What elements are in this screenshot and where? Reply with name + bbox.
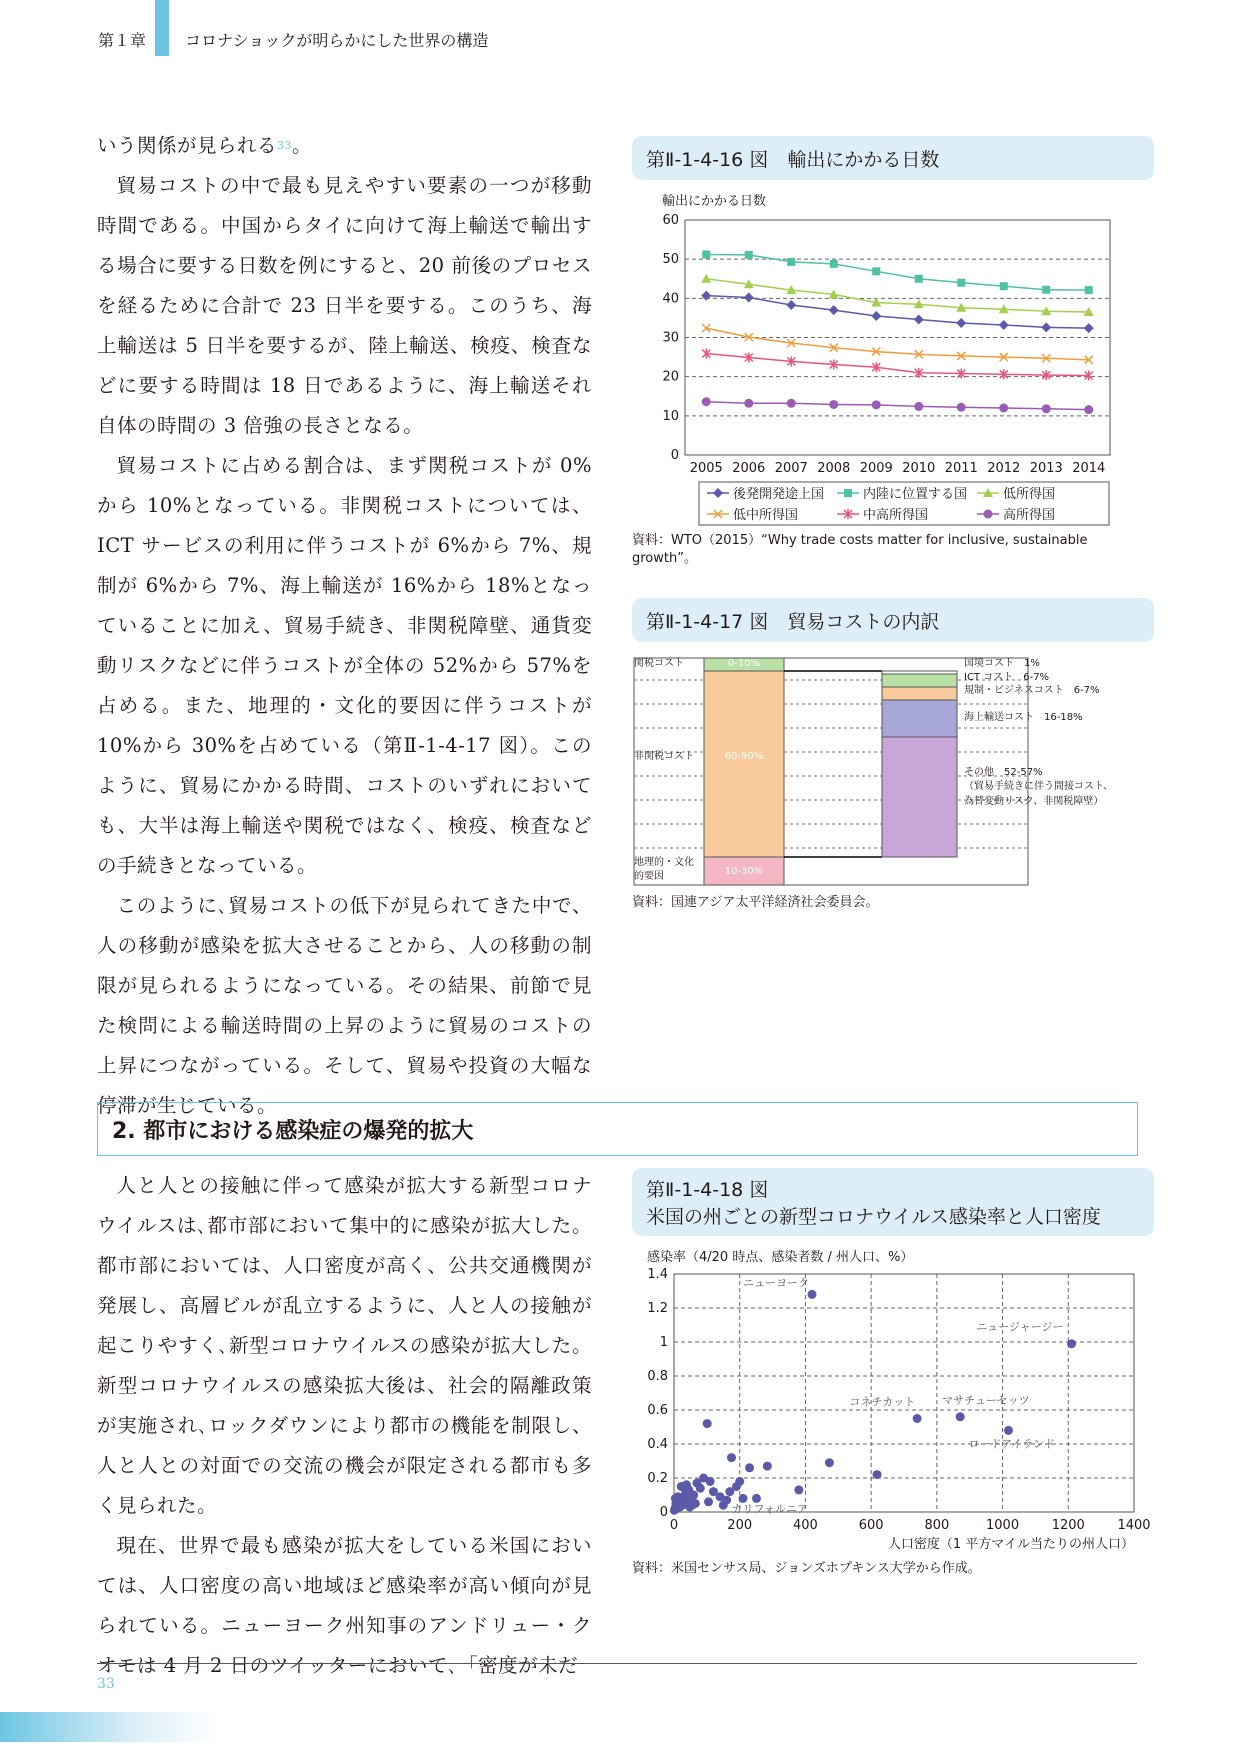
figure-18-annotation: ニュージャージー	[976, 1320, 1064, 1334]
footnote-33	[97, 1676, 131, 1692]
footnote-rule	[97, 1663, 1137, 1664]
figure-17-source: 資料：国連アジア太平洋経済社会委員会。	[632, 895, 879, 910]
figure-18-xtick: 0	[669, 1518, 679, 1533]
figure-18-xtick: 1200	[1051, 1518, 1085, 1533]
figure-16-xtick: 2005	[689, 461, 723, 476]
figure-16-point	[1042, 286, 1050, 294]
figure-18-chart	[632, 1242, 1151, 1556]
figure-18-title-line-2: 米国の州ごとの新型コロナウイルス感染率と人口密度	[646, 1206, 1101, 1228]
figure-16-point	[957, 279, 965, 287]
figure-18-annotation: マサチューセッツ	[942, 1393, 1030, 1407]
chapter-title: コロナショックが明らかにした世界の構造	[185, 31, 489, 50]
figure-16-xtick: 2009	[859, 461, 893, 476]
figure-16-series-line	[706, 328, 1089, 360]
figure-16-point	[1084, 323, 1094, 333]
figure-18-point	[704, 1497, 713, 1506]
figure-16-ytick: 10	[662, 408, 679, 424]
bar-label-nontariff: 60-90%	[724, 751, 764, 762]
figure-18-point	[752, 1494, 761, 1503]
figure-18-ytick: 0.8	[647, 1369, 668, 1384]
figure-16-point	[702, 397, 711, 406]
right-label-sea: 海上輸送コスト 16-18%	[964, 712, 1083, 723]
figure-18-point	[956, 1412, 965, 1421]
figure-18-point	[727, 1453, 736, 1462]
figure-18-point	[670, 1506, 679, 1515]
figure-16-point	[1041, 322, 1051, 332]
left-label-geo-1: 地理的・文化	[634, 857, 694, 868]
figure-18-annotations	[731, 1276, 1063, 1515]
right-label-other: その他 52-57%	[964, 767, 1043, 778]
section-2-text	[97, 1166, 592, 1686]
left-label-nontariff: 非関税コスト	[634, 751, 694, 762]
figure-16-point	[956, 318, 966, 328]
figure-18-ytick: 0.2	[647, 1471, 668, 1486]
figure-18-xtick: 400	[793, 1518, 818, 1533]
figure-16-legend-item	[837, 486, 967, 502]
left-label-tariff: 関税コスト	[634, 658, 684, 669]
figure-16-point	[914, 402, 923, 411]
figure-16-xtick: 2008	[817, 461, 851, 476]
figure-16-point	[1085, 286, 1093, 294]
section-2-paragraph-2: 現在、世界で最も感染が拡大をしている米国においては、人口密度の高い地域ほど感染率が高い傾向が見られている。ニューヨーク州知事のアンドリュー・クオモは 4 月 2 日のツイッターにおいて､「密度が未だ	[97, 1534, 592, 1677]
figure-16-xtick: 2007	[774, 461, 808, 476]
figure-18-ytick: 0	[659, 1505, 668, 1520]
figure-16-point	[914, 314, 924, 324]
figure-16-point	[713, 488, 723, 498]
figure-18-point	[808, 1290, 817, 1299]
right-label-other-note-2: 為替変動リスク、非関税障壁）	[964, 796, 1104, 807]
figure-18-xtick: 1400	[1117, 1518, 1151, 1533]
figure-16-point	[744, 293, 754, 303]
figure-16-point	[999, 404, 1008, 413]
figure-16-point	[744, 399, 753, 408]
figure-18-xlabel: 人口密度（1 平方マイル当たりの州人口）	[887, 1537, 1134, 1552]
footnote-ref[interactable]: 33	[277, 139, 293, 152]
figure-16-series-triangle	[701, 274, 1094, 316]
figure-18-title-line-1: 第Ⅱ-1-4-18 図	[646, 1179, 769, 1201]
figure-16-point	[786, 300, 796, 310]
section-2-title: 2. 都市における感染症の爆発的拡大	[112, 1119, 474, 1144]
figure-18-point	[703, 1419, 712, 1428]
bar-label-tariff: 0-10%	[727, 658, 761, 669]
footnote-number: 33	[97, 1676, 115, 1692]
figure-16-ytick: 60	[662, 213, 679, 228]
figure-18-point	[671, 1494, 680, 1503]
figure-18-annotation: コネチカット	[849, 1395, 916, 1409]
paragraph-1-end: 。	[292, 134, 313, 157]
ict-cost-bar	[882, 674, 957, 687]
sea-transport-cost-bar	[882, 700, 957, 737]
figure-16-point	[872, 400, 881, 409]
figure-16-ytick: 40	[662, 291, 679, 307]
figure-16-point	[984, 510, 993, 519]
figure-16-legend-label: 低中所得国	[733, 508, 799, 523]
figure-18-annotation: ニューヨーク	[743, 1276, 809, 1290]
figure-17-title-text: 第Ⅱ-1-4-17 図 貿易コストの内訳	[646, 610, 940, 633]
right-label-other-note-1: （貿易手続きに伴う間接コスト、	[964, 781, 1114, 792]
figure-16-title-text: 第Ⅱ-1-4-16 図 輸出にかかる日数	[646, 148, 940, 171]
figure-16-ytick: 0	[670, 448, 679, 463]
figure-16-ytick: 50	[662, 252, 679, 268]
figure-16-point	[915, 275, 923, 283]
figure-18-point	[745, 1463, 754, 1472]
figure-18-xtick: 200	[727, 1518, 753, 1533]
column-1-text	[97, 126, 592, 1126]
figure-16-point	[829, 305, 839, 315]
figure-16-point	[957, 403, 966, 412]
figure-16-source: 資料：WTO（2015）“Why trade costs matter for inclusive, sustainable growth”。	[632, 533, 1088, 566]
figure-18-point	[719, 1501, 728, 1510]
right-label-ict: ICT コスト 6-7%	[964, 672, 1050, 683]
figure-16-series-line	[706, 279, 1089, 312]
figure-18-point	[913, 1414, 922, 1423]
figure-16-legend-item	[707, 507, 798, 523]
header-accent-bar	[155, 0, 169, 56]
right-label-border: 国境コスト 1%	[964, 658, 1040, 669]
figure-18-point	[1067, 1339, 1076, 1348]
figure-18-ytick: 1.2	[647, 1301, 668, 1316]
figure-16-legend-label: 低所得国	[1003, 487, 1056, 502]
figure-16-series	[701, 250, 1094, 414]
figure-16-chart	[632, 186, 1142, 528]
figure-18-point	[725, 1487, 734, 1496]
paragraph-2: 貿易コストの中で最も見えやすい要素の一つが移動時間である。中国からタイに向けて海上輸送で輸出する場合に要する日数を例にすると、20 前後のプロセスを経るために合計で 23 日半を要する。このうち、海上輸送は 5 日半を要するが、陸上輸送、検疫、検査などに要する時間は 18 日であるように、海上輸送それ自体の時間の 3 倍強の長さとなる。	[97, 174, 592, 437]
figure-18-annotation: カリフォルニア	[731, 1502, 808, 1516]
figure-18-title	[632, 1168, 1154, 1236]
figure-18-point	[794, 1485, 803, 1494]
paragraph-1-text: いう関係が見られる	[97, 134, 278, 157]
figure-16-point	[1042, 404, 1051, 413]
figure-16-series-line	[706, 354, 1089, 376]
regulation-cost-bar	[882, 687, 957, 700]
figure-16-legend-label: 高所得国	[1003, 508, 1056, 523]
figure-18-ytick: 0.6	[647, 1403, 668, 1418]
figure-16-legend	[707, 486, 1055, 523]
figure-16-ylabel: 輸出にかかる日数	[662, 194, 767, 209]
figure-18-plot-area	[674, 1274, 1134, 1512]
figure-16-series-square	[702, 250, 1093, 294]
figure-16-title	[632, 136, 1154, 180]
figure-16-point	[745, 251, 753, 259]
figure-18-point	[825, 1458, 834, 1467]
figure-18-point	[763, 1462, 772, 1471]
figure-17-chart	[632, 650, 1142, 890]
figure-18-xtick: 800	[924, 1518, 950, 1533]
figure-16-point	[844, 489, 852, 497]
figure-18-point	[1004, 1426, 1013, 1435]
figure-18-ytick: 1.4	[647, 1267, 668, 1282]
figure-16-point	[701, 274, 711, 283]
figure-16-series-line	[706, 402, 1089, 410]
figure-16-xtick: 2006	[732, 461, 766, 476]
section-2-paragraph-1: 人と人との接触に伴って感染が拡大する新型コロナウイルスは､都市部において集中的に感染が拡大した。都市部においては、人口密度が高く、公共交通機関が発展し、高層ビルが乱立するように、人と人の接触が起こりやすく､新型コロナウイルスの感染が拡大した。新型コロナウイルスの感染拡大後は、社会的隔離政策が実施され､ロックダウンにより都市の機能を制限し、人と人との対面での交流の機会が限定される都市も多く見られた。	[97, 1174, 592, 1517]
figure-16-point	[702, 250, 710, 258]
left-label-geo-2: 的要因	[634, 871, 664, 882]
figure-16-legend-item	[977, 507, 1055, 523]
figure-16-series-diamond	[701, 291, 1094, 334]
figure-16-point	[872, 267, 880, 275]
figure-16-point	[999, 320, 1009, 330]
figure-16-series-line	[706, 254, 1089, 290]
figure-18-point	[685, 1502, 694, 1511]
figure-16-ytick: 20	[662, 369, 679, 385]
paragraph-4: このように､貿易コストの低下が見られてきた中で、人の移動が感染を拡大させることから、人の移動の制限が見られるようになっている。その結果、前節で見た検問による輸送時間の上昇のように貿易のコストの上昇につながっている。そして、貿易や投資の大幅な停滞が生じている。	[97, 894, 592, 1117]
figure-18-point	[682, 1480, 691, 1489]
figure-18-xtick: 1000	[986, 1518, 1020, 1533]
paragraph-3: 貿易コストに占める割合は、まず関税コストが 0%から 10%となっている。非関税コストについては、ICT サービスの利用に伴うコストが 6%から 7%、規制が 6%から 7%、海上輸送が 16%から 18%となっていることに加え、貿易手続き、非関税障壁、通貨変動リスクなどに伴うコストが全体の 52%から 57%を占める。また、地理的・文化的要因に伴うコストが 10%から 30%を占めている（第Ⅱ-1-4-17 図）。このように、貿易にかかる時間、コストのいずれにおいても、大半は海上輸送や関税ではなく、検疫、検査などの手続きとなっている。	[97, 454, 592, 877]
figure-18-point	[739, 1494, 748, 1503]
right-label-regulation: 規制・ビジネスコスト 6-7%	[964, 685, 1100, 696]
figure-16-legend-label: 中高所得国	[863, 508, 929, 523]
figure-16-point	[701, 291, 711, 301]
figure-17-title	[632, 598, 1154, 642]
paragraph-1	[97, 126, 592, 166]
non-tariff-cost-bar	[704, 671, 784, 857]
figure-16-legend-item	[837, 507, 928, 523]
figure-16-xtick: 2012	[987, 461, 1021, 476]
figure-18-ylabel: 感染率（4/20 時点、感染者数 / 州人口、%）	[647, 1250, 914, 1265]
bar-label-geo: 10-30%	[724, 866, 764, 877]
figure-16-point	[1000, 282, 1008, 290]
figure-18-point	[873, 1470, 882, 1479]
figure-18-point	[693, 1479, 702, 1488]
figure-16-point	[830, 260, 838, 268]
other-cost-bar	[882, 737, 957, 857]
figure-16-point	[1084, 405, 1093, 414]
figure-18-xtick: 600	[858, 1518, 884, 1533]
chapter-label: 第１章	[98, 31, 147, 50]
page-number-band	[0, 1712, 220, 1742]
figure-16-point	[787, 399, 796, 408]
figure-16-legend-item	[977, 487, 1055, 502]
figure-16-xtick: 2013	[1029, 461, 1063, 476]
figure-16-legend-label: 後発開発途上国	[733, 487, 825, 502]
figure-16-series-circle	[702, 397, 1094, 414]
figure-16-point	[871, 311, 881, 321]
figure-18-ytick: 0.4	[647, 1437, 668, 1452]
figure-16-xtick: 2010	[902, 461, 936, 476]
figure-16-point	[787, 258, 795, 266]
figure-16-xtick: 2014	[1072, 461, 1106, 476]
figure-16-ytick: 30	[662, 330, 679, 346]
figure-16-point	[829, 400, 838, 409]
figure-16-grid	[662, 213, 1110, 476]
figure-16-xtick: 2011	[944, 461, 978, 476]
figure-18-ytick: 1	[659, 1335, 668, 1350]
figure-16-legend-item	[707, 486, 824, 502]
figure-16-series-line	[706, 296, 1089, 329]
figure-18-source: 資料：米国センサス局、ジョンズホプキンス大学から作成。	[632, 1561, 981, 1576]
figure-18-annotation: ロードアイランド	[968, 1437, 1056, 1451]
figure-16-legend-label: 内陸に位置する国	[863, 487, 968, 502]
